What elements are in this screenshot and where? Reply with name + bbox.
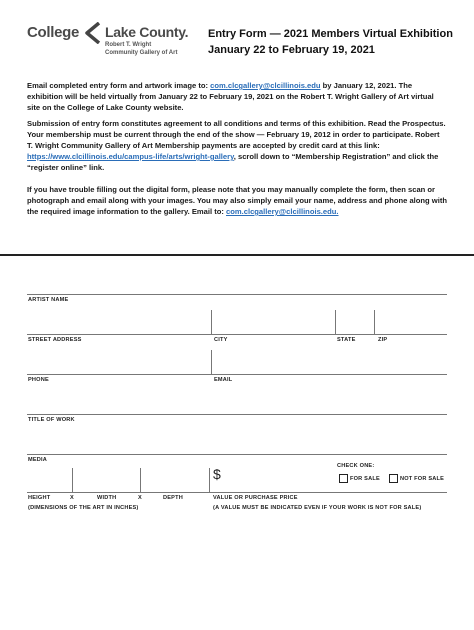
check-one-label: CHECK ONE: [337, 463, 375, 469]
value-note: (A VALUE MUST BE INDICATED EVEN IF YOUR WORK IS NOT FOR SALE) [213, 505, 422, 511]
street-address-label: STREET ADDRESS [28, 337, 82, 343]
media-label: MEDIA [28, 457, 48, 463]
divider-zip [374, 310, 375, 334]
p2-text-a: Submission of entry form constitutes agreement to all conditions and terms of this exhibition. Read the Prospectus. Your membership must be current through the end of the show — February 19, 2012 in order to participate. Robert T. Wright Community Gallery of Art Membership payments are accepted by credit card at this link: [27, 119, 446, 150]
gallery-email-link-2[interactable]: com.clcgallery@clcillinois.edu. [226, 207, 339, 216]
logo-mark-icon [85, 22, 103, 44]
title-line-1: Entry Form — 2021 Members Virtual Exhibition [208, 28, 453, 40]
depth-label: DEPTH [163, 495, 183, 501]
state-label: STATE [337, 337, 356, 343]
gallery-email-link-1[interactable]: com.clcgallery@clcillinois.edu [210, 81, 321, 90]
p3-text-a: If you have trouble filling out the digital form, please note that you may manually complete the form, then scan or photograph and email along with your images. You may also simply email your name, address and phone along with the required image information to the gallery. Email to: [27, 185, 447, 216]
phone-line[interactable] [27, 374, 447, 375]
section-divider [0, 254, 474, 256]
height-label: HEIGHT [28, 495, 51, 501]
dimensions-line[interactable] [27, 492, 447, 493]
artist-name-label: ARTIST NAME [28, 297, 69, 303]
logo-college-text: College [27, 24, 80, 41]
divider-city [211, 310, 212, 334]
page-title [208, 26, 468, 58]
instructions-paragraph-2 [27, 118, 447, 173]
title-of-work-label: TITLE OF WORK [28, 417, 75, 423]
media-line[interactable] [27, 454, 447, 455]
p1-text-a: Email completed entry form and artwork image to: [27, 81, 211, 90]
logo-subtitle-2: Community Gallery of Art [105, 50, 178, 56]
logo-subtitle-1: Robert T. Wright [105, 42, 152, 48]
title-line-2: January 22 to February 19, 2021 [208, 44, 375, 56]
not-for-sale-label: NOT FOR SALE [400, 476, 445, 482]
x-label-1: X [70, 495, 74, 501]
not-for-sale-checkbox[interactable] [389, 474, 398, 483]
instructions-paragraph-1 [27, 80, 447, 113]
divider-state [335, 310, 336, 334]
dimensions-note: (DIMENSIONS OF THE ART IN INCHES) [28, 505, 139, 511]
x-label-2: X [138, 495, 142, 501]
for-sale-checkbox[interactable] [339, 474, 348, 483]
phone-label: PHONE [28, 377, 49, 383]
logo-lake-county-text: Lake County. [105, 24, 189, 40]
city-label: CITY [214, 337, 228, 343]
zip-label: ZIP [378, 337, 388, 343]
p1-text-b: by January 12, 2021. The exhibition will be held virtually from January 22 to February 19, 2021 on the Robert T. Wright Gallery of Art virtual site on the College of Lake County website. [27, 81, 434, 112]
membership-link[interactable]: https://www.clcillinois.edu/campus-life/arts/wright-gallery [27, 152, 234, 161]
divider-width-depth [140, 468, 141, 492]
divider-depth-value [209, 468, 210, 492]
email-label: EMAIL [214, 377, 233, 383]
value-price-label: VALUE OR PURCHASE PRICE [213, 495, 298, 501]
for-sale-label: FOR SALE [350, 476, 380, 482]
divider-height-width [72, 468, 73, 492]
divider-email [211, 350, 212, 374]
college-logo [27, 18, 189, 62]
form-top-line [27, 294, 447, 295]
p2-text-b: , scroll down to “Membership Registration” and click the “register online” link. [27, 152, 439, 172]
width-label: WIDTH [97, 495, 117, 501]
address-line[interactable] [27, 334, 447, 335]
instructions-paragraph-3 [27, 184, 447, 217]
dollar-sign: $ [213, 466, 221, 482]
title-of-work-line[interactable] [27, 414, 447, 415]
